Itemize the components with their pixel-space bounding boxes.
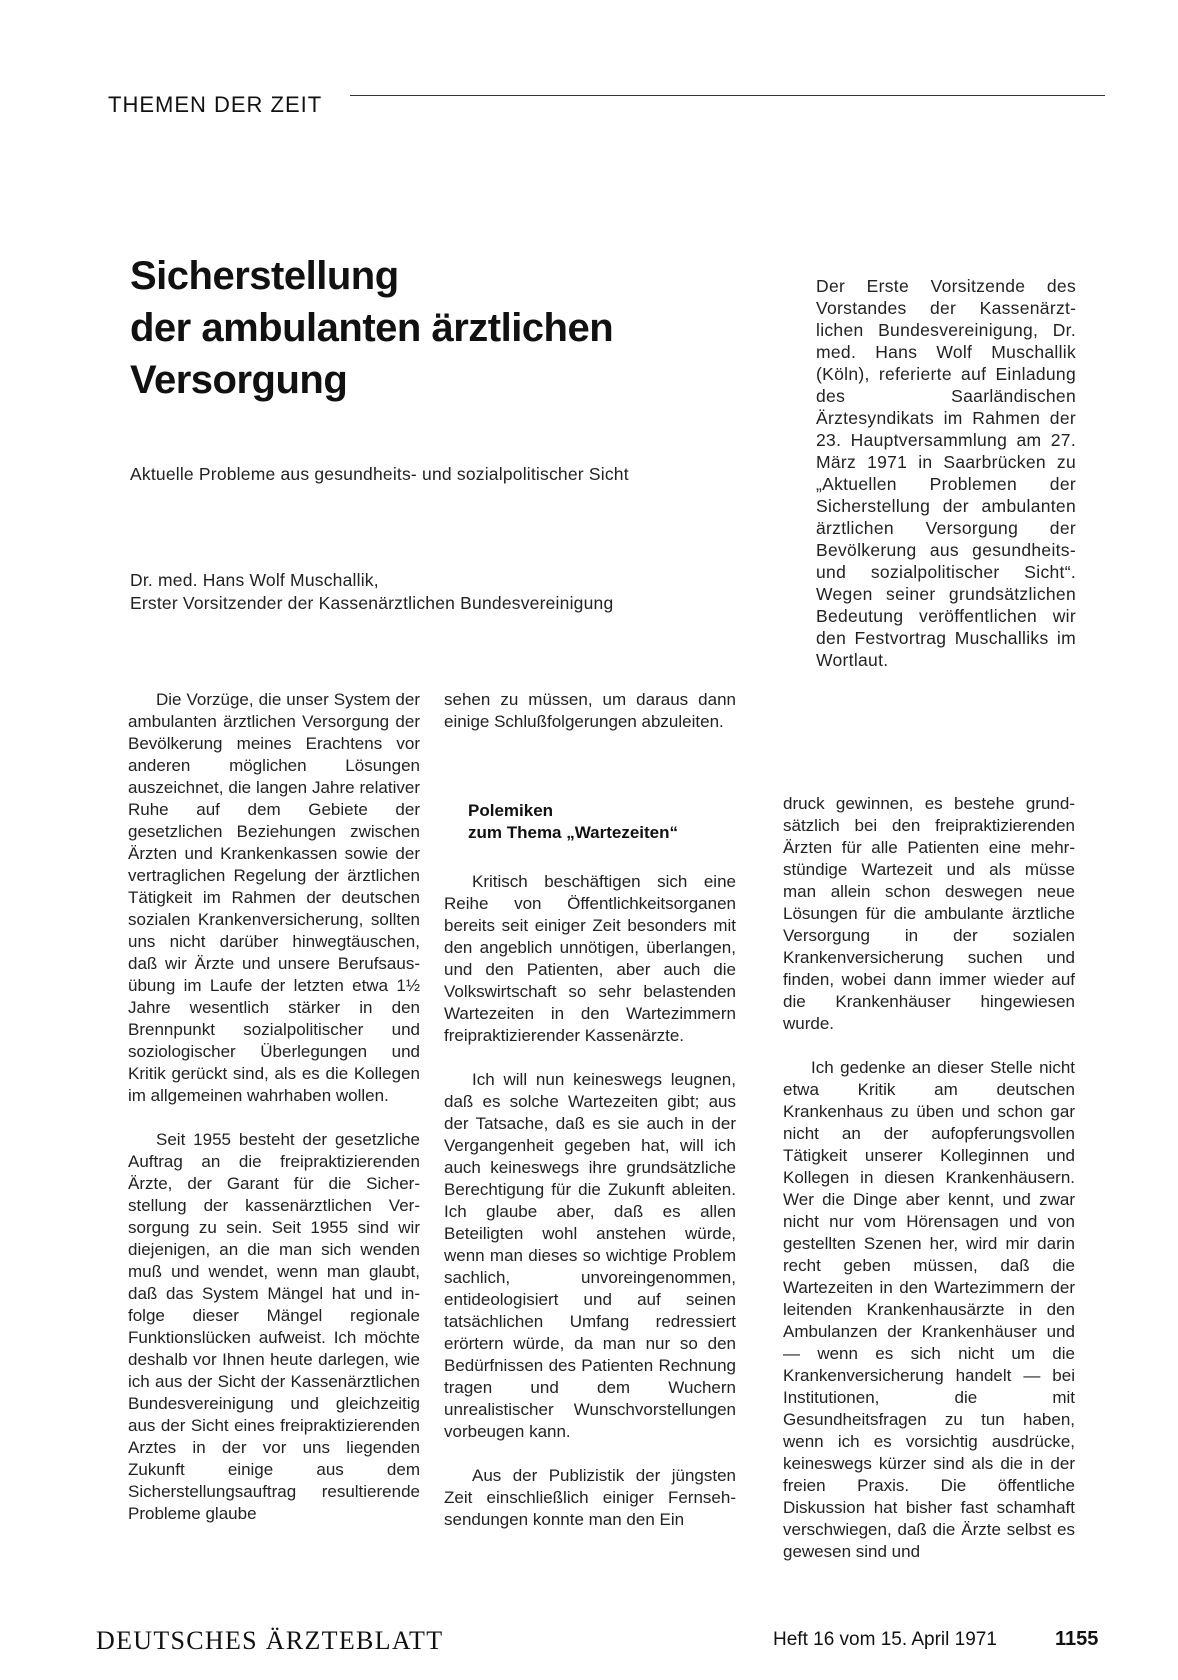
body-paragraph: Ich will nun keineswegs leugnen, daß es solche Wartezeiten gibt; aus der Tatsache, daß es sie auch in der Vergangenheit gegeben hat, will ich auch keineswegs ihre grundsätzliche Berechtigung für die Zukunft ableiten. Ich glaube aber, daß es allen Beteiligten wohl anstehen würde, wenn man dieses so wichtige Problem sachlich, unvoreingenommen, entideologisiert und auf seinen tatsächlichen Umfang redressiert erörtern würde, da man nur so den Bedürfnissen des Patienten Rechnung tragen und dem Wuchern unrealistischer Wunschvorstellungen vorbeugen kann. bbox=[444, 1070, 736, 1441]
body-paragraph: sehen zu müssen, um daraus dann einige Schlußfolgerungen abzuleiten. bbox=[444, 690, 736, 731]
body-paragraph: Aus der Publizistik der jüngsten Zeit einschließlich einiger Fernsehsendungen konnte man den Ein bbox=[444, 1466, 736, 1529]
article-subtitle: Aktuelle Probleme aus gesundheits- und sozialpolitischer Sicht bbox=[130, 464, 629, 484]
title-line-3: Versorgung bbox=[130, 358, 348, 402]
author-role: Erster Vorsitzender der Kassenärztlichen Bundesvereinigung bbox=[130, 593, 614, 613]
header-rule bbox=[350, 95, 1105, 96]
section-label: THEMEN DER ZEIT bbox=[108, 92, 323, 117]
body-paragraph: Seit 1955 besteht der gesetzliche Auftrag an die freipraktizierenden Ärzte, der Garant für die Sicherstellung der kassenärztlichen Versorgung zu sein. Seit 1955 sind wir diejenigen, an die man sich wenden muß und wendet, wenn man glaubt, daß das System Mängel hat und infolge dieser Mängel regionale Funktionslücken aufweist. Ich möchte deshalb vor Ihnen heute darlegen, wie ich aus der Sicht der Kassenärztlichen Bundesvereinigung und gleichzeitig aus der Sicht eines freipraktizierenden Arztes in der vor uns liegenden Zukunft einige aus dem Sicherstellungsauftrag resultierende Probleme glaube bbox=[128, 1130, 420, 1523]
article-title bbox=[130, 250, 750, 406]
body-paragraph: Kritisch beschäftigen sich eine Reihe von Öffentlichkeitsorganen bereits seit einiger Zeit besonders mit den angeblich unnötigen, überlangen, und den Patienten, aber auch die Volkswirtschaft so sehr belastenden Wartezeiten in den Wartezimmern freipraktizierender Kassenärzte. bbox=[444, 872, 736, 1045]
page-number: 1155 bbox=[1055, 1628, 1099, 1650]
title-line-1: Sicherstellung bbox=[130, 254, 399, 298]
author-block bbox=[130, 569, 613, 615]
intro-note: Der Erste Vorsitzende des Vorstandes der Kassenärztlichen Bundesvereinigung, Dr. med. Hans Wolf Muschallik (Köln), referierte auf Einladung des Saarländischen Ärztesyndikats im Rahmen der 23. Hauptversammlung am 27. März 1971 in Saarbrücken zu „Aktuellen Problemen der Sicherstellung der ambulanten ärztlichen Versorgung der Bevölkerung aus gesundheits- und sozialpolitischer Sicht“. Wegen seiner grundsätzlichen Bedeutung veröffentlichen wir den Festvortrag Muschalliks im Wortlaut. bbox=[816, 276, 1076, 670]
body-paragraph: druck gewinnen, es bestehe grundsätzlich bei den freipraktizierenden Ärzten für alle Patienten eine mehrstündige Wartezeit und als müsse man allein schon deswegen neue Lösungen für die ambulante ärztliche Versorgung in der sozialen Krankenversicherung suchen und finden, wobei dann immer wieder auf die Krankenhäuser hingewiesen wurde. bbox=[783, 794, 1075, 1033]
body-paragraph: Ich gedenke an dieser Stelle nicht etwa Kritik am deutschen Krankenhaus zu üben und schon gar nicht an der aufopferungsvollen Tätigkeit unserer Kolleginnen und Kollegen in diesen Krankenhäusern. Wer die Dinge aber kennt, und zwar nicht nur vom Hörensagen und von gestellten Szenen her, wird mir darin recht geben müssen, daß die Wartezeiten in den Wartezimmern der leitenden Krankenhausärzte in den Ambulanzen der Krankenhäuser und — wenn es sich nicht um die Krankenversicherung handelt — bei Institutionen, die mit Gesundheitsfragen zu tun haben, wenn ich es vorsichtig ausdrücke, keineswegs kürzer sind als die in der freien Praxis. Die öffentliche Diskussion hat bisher fast schamhaft verschwiegen, daß die Ärzte selbst es gewesen sind und bbox=[783, 1058, 1075, 1561]
body-column-2 bbox=[444, 689, 736, 1531]
subheading-line: Polemiken bbox=[468, 801, 554, 820]
section-subheading bbox=[468, 800, 736, 844]
subheading-line: zum Thema „Wartezeiten“ bbox=[468, 823, 679, 842]
issue-info: Heft 16 vom 15. April 1971 bbox=[773, 1629, 997, 1650]
author-name: Dr. med. Hans Wolf Muschallik, bbox=[130, 570, 379, 590]
journal-name: DEUTSCHES ÄRZTEBLATT bbox=[96, 1626, 444, 1655]
body-paragraph: Die Vorzüge, die unser System der ambulanten ärztlichen Versorgung der Bevölkerung meines Erachtens vor anderen möglichen Lösungen auszeichnet, die langen Jahre relativer Ruhe auf dem Gebiete der gesetzlichen Beziehungen zwischen Ärzten und Krankenkassen sowie der vertraglichen Regelung der ärztlichen Tätigkeit im Rahmen der deutschen sozialen Krankenversicherung, sollten uns nicht darüber hinwegtäuschen, daß wir Ärzte und unsere Berufsausübung im Laufe der letzten etwa 1½ Jahre wesentlich stärker in den Brennpunkt sozialpolitischer und soziologischer Überlegungen und Kritik gerückt sind, als es die Kollegen im allgemeinen wahrhaben wollen. bbox=[128, 690, 420, 1105]
body-column-1 bbox=[128, 689, 420, 1525]
title-line-2: der ambulanten ärztlichen bbox=[130, 306, 614, 350]
body-column-3 bbox=[783, 793, 1075, 1563]
